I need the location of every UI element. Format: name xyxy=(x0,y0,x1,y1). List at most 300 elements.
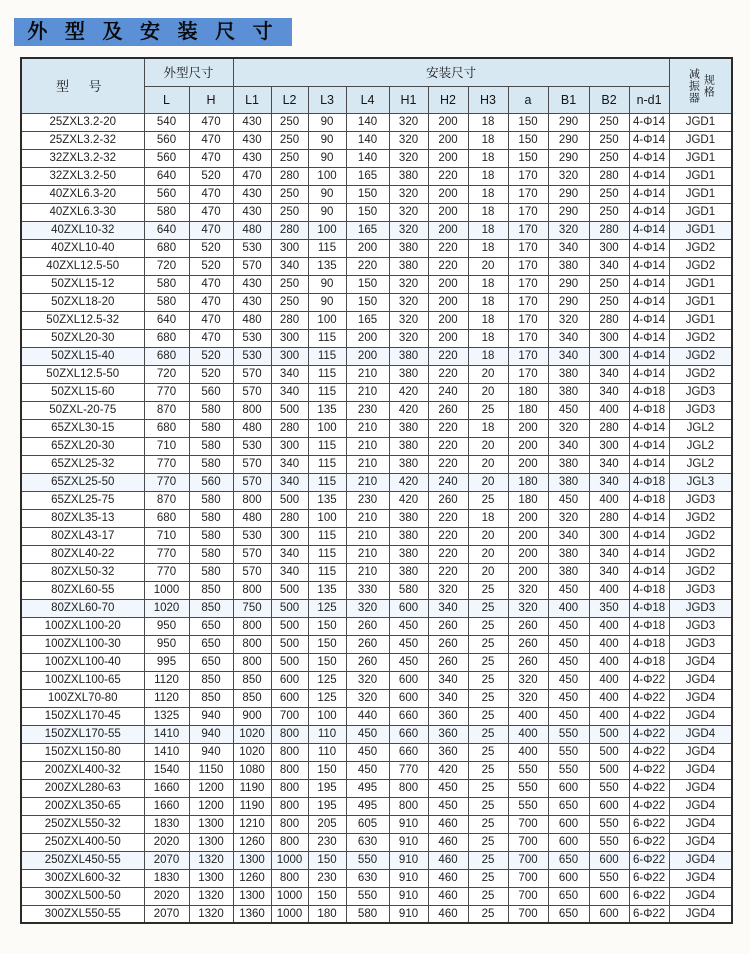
cell-value: 135 xyxy=(308,491,346,509)
cell-value: 170 xyxy=(508,329,548,347)
cell-value: 250 xyxy=(589,113,629,131)
cell-value: 850 xyxy=(233,671,271,689)
cell-value: 400 xyxy=(508,707,548,725)
cell-value: 200 xyxy=(428,293,468,311)
cell-value: 400 xyxy=(589,617,629,635)
cell-value: 1660 xyxy=(144,779,189,797)
cell-value: 260 xyxy=(508,617,548,635)
cell-value: 650 xyxy=(548,905,589,923)
cell-value: 450 xyxy=(548,401,589,419)
cell-value: 340 xyxy=(548,329,589,347)
table-row xyxy=(21,347,732,365)
cell-value: 800 xyxy=(233,581,271,599)
cell-value: 280 xyxy=(589,167,629,185)
cell-value: 700 xyxy=(508,815,548,833)
cell-value: 290 xyxy=(548,203,589,221)
cell-value: 520 xyxy=(189,239,233,257)
cell-value: 250 xyxy=(589,149,629,167)
cell-value: 530 xyxy=(233,347,271,365)
cell-value: 200 xyxy=(428,131,468,149)
cell-value: 1200 xyxy=(189,797,233,815)
cell-value: 500 xyxy=(271,653,308,671)
cell-value: 6-Φ22 xyxy=(629,815,669,833)
cell-value: 500 xyxy=(589,761,629,779)
cell-value: 550 xyxy=(589,869,629,887)
table-row xyxy=(21,455,732,473)
cell-value: 220 xyxy=(428,527,468,545)
col-header-h: H xyxy=(189,86,233,113)
cell-value: 250 xyxy=(589,275,629,293)
cell-value: 4-Φ14 xyxy=(629,545,669,563)
col-header-outline-dims: 外型尺寸 xyxy=(144,58,233,86)
cell-value: 2070 xyxy=(144,905,189,923)
col-header-damper-spec xyxy=(669,58,732,113)
cell-value: 450 xyxy=(428,779,468,797)
cell-value: 4-Φ22 xyxy=(629,689,669,707)
cell-value: JGD3 xyxy=(669,491,732,509)
cell-value: 18 xyxy=(468,203,508,221)
cell-value: 140 xyxy=(346,149,389,167)
cell-value: JGD4 xyxy=(669,779,732,797)
col-header-l1: L1 xyxy=(233,86,271,113)
table-row xyxy=(21,473,732,491)
cell-value: JGD4 xyxy=(669,851,732,869)
cell-value: 1190 xyxy=(233,797,271,815)
cell-value: 380 xyxy=(389,239,428,257)
cell-value: 20 xyxy=(468,383,508,401)
cell-value: 400 xyxy=(589,491,629,509)
cell-value: 4-Φ14 xyxy=(629,203,669,221)
cell-value: 90 xyxy=(308,203,346,221)
cell-value: 580 xyxy=(144,293,189,311)
cell-value: 115 xyxy=(308,455,346,473)
cell-model: 50ZXL12.5-32 xyxy=(21,311,144,329)
cell-value: 850 xyxy=(189,581,233,599)
cell-value: 580 xyxy=(144,203,189,221)
cell-value: 450 xyxy=(428,797,468,815)
cell-value: 150 xyxy=(308,653,346,671)
cell-value: 4-Φ14 xyxy=(629,293,669,311)
cell-value: 400 xyxy=(548,599,589,617)
cell-value: JGD4 xyxy=(669,905,732,923)
cell-value: JGL2 xyxy=(669,419,732,437)
cell-value: 440 xyxy=(346,707,389,725)
cell-value: JGD1 xyxy=(669,203,732,221)
cell-value: 250 xyxy=(271,113,308,131)
cell-value: 770 xyxy=(144,455,189,473)
cell-value: 470 xyxy=(189,149,233,167)
table-row xyxy=(21,671,732,689)
cell-value: 550 xyxy=(508,779,548,797)
cell-value: JGD1 xyxy=(669,113,732,131)
cell-value: 180 xyxy=(508,491,548,509)
cell-model: 250ZXL550-32 xyxy=(21,815,144,833)
cell-value: 600 xyxy=(548,779,589,797)
cell-value: 600 xyxy=(548,869,589,887)
cell-model: 50ZXL15-40 xyxy=(21,347,144,365)
cell-value: 640 xyxy=(144,311,189,329)
cell-value: 1320 xyxy=(189,851,233,869)
cell-value: 470 xyxy=(189,311,233,329)
cell-value: 150 xyxy=(346,185,389,203)
cell-model: 50ZXL15-12 xyxy=(21,275,144,293)
cell-value: 1410 xyxy=(144,725,189,743)
col-header-l2: L2 xyxy=(271,86,308,113)
cell-value: 210 xyxy=(346,473,389,491)
cell-value: 4-Φ22 xyxy=(629,707,669,725)
cell-value: JGL2 xyxy=(669,437,732,455)
cell-value: 18 xyxy=(468,221,508,239)
cell-value: 25 xyxy=(468,671,508,689)
cell-value: 1830 xyxy=(144,815,189,833)
cell-value: JGD4 xyxy=(669,671,732,689)
cell-value: 380 xyxy=(389,455,428,473)
cell-value: 420 xyxy=(389,383,428,401)
cell-value: 4-Φ22 xyxy=(629,671,669,689)
cell-value: 90 xyxy=(308,293,346,311)
cell-value: 340 xyxy=(271,563,308,581)
cell-value: 460 xyxy=(428,905,468,923)
cell-value: 600 xyxy=(548,833,589,851)
cell-value: 200 xyxy=(508,419,548,437)
table-row xyxy=(21,581,732,599)
table-header xyxy=(21,58,732,113)
cell-value: 800 xyxy=(271,725,308,743)
cell-value: 300 xyxy=(589,329,629,347)
cell-value: JGD4 xyxy=(669,833,732,851)
cell-value: 1320 xyxy=(189,887,233,905)
cell-model: 80ZXL35-13 xyxy=(21,509,144,527)
cell-value: 910 xyxy=(389,905,428,923)
cell-value: 4-Φ18 xyxy=(629,491,669,509)
cell-value: 340 xyxy=(589,257,629,275)
cell-value: 530 xyxy=(233,527,271,545)
cell-value: JGD4 xyxy=(669,725,732,743)
cell-value: 115 xyxy=(308,239,346,257)
cell-value: 940 xyxy=(189,707,233,725)
cell-value: 650 xyxy=(189,635,233,653)
damper-label-line2: 规格 xyxy=(702,73,715,98)
cell-value: 380 xyxy=(548,545,589,563)
cell-model: 25ZXL3.2-20 xyxy=(21,113,144,131)
cell-model: 32ZXL3.2-50 xyxy=(21,167,144,185)
cell-value: 320 xyxy=(548,167,589,185)
cell-model: 80ZXL50-32 xyxy=(21,563,144,581)
cell-value: 870 xyxy=(144,401,189,419)
cell-value: 360 xyxy=(428,725,468,743)
cell-value: 560 xyxy=(189,383,233,401)
cell-value: 4-Φ14 xyxy=(629,275,669,293)
cell-value: 380 xyxy=(548,257,589,275)
cell-value: 4-Φ14 xyxy=(629,149,669,167)
cell-value: 580 xyxy=(189,437,233,455)
cell-value: 495 xyxy=(346,797,389,815)
cell-value: 6-Φ22 xyxy=(629,851,669,869)
cell-value: 770 xyxy=(389,761,428,779)
cell-value: 6-Φ22 xyxy=(629,905,669,923)
cell-value: 115 xyxy=(308,365,346,383)
cell-value: 115 xyxy=(308,473,346,491)
cell-value: 4-Φ18 xyxy=(629,653,669,671)
cell-value: 18 xyxy=(468,347,508,365)
cell-model: 65ZXL25-50 xyxy=(21,473,144,491)
cell-value: 660 xyxy=(389,743,428,761)
cell-value: 600 xyxy=(389,671,428,689)
table-row xyxy=(21,185,732,203)
cell-model: 65ZXL25-32 xyxy=(21,455,144,473)
cell-value: 650 xyxy=(548,797,589,815)
cell-value: 400 xyxy=(589,581,629,599)
cell-value: 940 xyxy=(189,725,233,743)
cell-value: 470 xyxy=(189,275,233,293)
cell-value: 870 xyxy=(144,491,189,509)
cell-value: 350 xyxy=(589,599,629,617)
cell-value: 550 xyxy=(548,761,589,779)
cell-value: 450 xyxy=(389,653,428,671)
cell-value: 1020 xyxy=(233,725,271,743)
cell-value: 340 xyxy=(589,473,629,491)
cell-value: 210 xyxy=(346,419,389,437)
cell-value: 320 xyxy=(508,689,548,707)
cell-value: 550 xyxy=(508,797,548,815)
cell-model: 50ZXL-20-75 xyxy=(21,401,144,419)
table-row xyxy=(21,383,732,401)
cell-value: 210 xyxy=(346,563,389,581)
cell-value: 165 xyxy=(346,167,389,185)
cell-value: 460 xyxy=(428,851,468,869)
table-row xyxy=(21,743,732,761)
cell-value: 320 xyxy=(548,509,589,527)
cell-value: 550 xyxy=(346,851,389,869)
col-header-install-dims: 安装尺寸 xyxy=(233,58,669,86)
cell-value: 700 xyxy=(508,833,548,851)
cell-value: 90 xyxy=(308,275,346,293)
cell-value: 1320 xyxy=(189,905,233,923)
cell-value: 420 xyxy=(389,473,428,491)
cell-value: 220 xyxy=(428,419,468,437)
cell-value: 340 xyxy=(271,365,308,383)
cell-value: 230 xyxy=(346,491,389,509)
cell-value: 320 xyxy=(389,203,428,221)
table-row xyxy=(21,527,732,545)
cell-value: 680 xyxy=(144,329,189,347)
cell-value: 20 xyxy=(468,257,508,275)
col-header-n-d1: n-d1 xyxy=(629,86,669,113)
table-row xyxy=(21,401,732,419)
cell-value: 430 xyxy=(233,293,271,311)
cell-model: 80ZXL60-70 xyxy=(21,599,144,617)
cell-value: 800 xyxy=(233,617,271,635)
cell-value: 200 xyxy=(428,329,468,347)
cell-value: 300 xyxy=(589,347,629,365)
cell-value: JGD1 xyxy=(669,293,732,311)
cell-value: 340 xyxy=(271,473,308,491)
cell-value: 380 xyxy=(548,473,589,491)
cell-value: 320 xyxy=(389,185,428,203)
cell-value: 25 xyxy=(468,689,508,707)
cell-value: 320 xyxy=(346,599,389,617)
cell-value: 115 xyxy=(308,437,346,455)
cell-value: 170 xyxy=(508,311,548,329)
cell-value: 18 xyxy=(468,239,508,257)
cell-value: 450 xyxy=(346,725,389,743)
cell-value: 300 xyxy=(589,437,629,455)
cell-value: 280 xyxy=(589,509,629,527)
table-row xyxy=(21,437,732,455)
cell-value: 800 xyxy=(233,653,271,671)
cell-value: 200 xyxy=(346,329,389,347)
cell-value: 250 xyxy=(271,203,308,221)
cell-value: 800 xyxy=(389,797,428,815)
cell-value: 800 xyxy=(271,869,308,887)
cell-value: 90 xyxy=(308,113,346,131)
col-header-model: 型 号 xyxy=(21,58,144,113)
cell-value: 280 xyxy=(271,311,308,329)
cell-value: 150 xyxy=(308,851,346,869)
cell-value: 380 xyxy=(389,437,428,455)
cell-value: 220 xyxy=(428,563,468,581)
cell-value: 180 xyxy=(508,401,548,419)
cell-model: 100ZXL100-40 xyxy=(21,653,144,671)
cell-value: 340 xyxy=(428,671,468,689)
cell-value: JGD4 xyxy=(669,689,732,707)
cell-value: 2070 xyxy=(144,851,189,869)
cell-value: 450 xyxy=(548,635,589,653)
cell-value: 460 xyxy=(428,815,468,833)
cell-model: 100ZXL100-30 xyxy=(21,635,144,653)
cell-value: 210 xyxy=(346,545,389,563)
cell-value: 170 xyxy=(508,347,548,365)
cell-model: 50ZXL12.5-50 xyxy=(21,365,144,383)
cell-model: 25ZXL3.2-32 xyxy=(21,131,144,149)
cell-value: 200 xyxy=(346,347,389,365)
cell-value: 580 xyxy=(189,419,233,437)
table-row xyxy=(21,815,732,833)
cell-value: 550 xyxy=(508,761,548,779)
cell-value: 380 xyxy=(389,257,428,275)
cell-value: 4-Φ14 xyxy=(629,257,669,275)
cell-value: 560 xyxy=(189,473,233,491)
table-row xyxy=(21,275,732,293)
cell-value: 800 xyxy=(233,491,271,509)
table-row xyxy=(21,797,732,815)
cell-value: 400 xyxy=(589,671,629,689)
cell-value: 380 xyxy=(389,509,428,527)
cell-value: 280 xyxy=(271,509,308,527)
cell-value: 210 xyxy=(346,437,389,455)
cell-value: 300 xyxy=(271,347,308,365)
cell-value: 25 xyxy=(468,797,508,815)
cell-value: JGD2 xyxy=(669,563,732,581)
cell-value: 450 xyxy=(346,761,389,779)
cell-value: 500 xyxy=(589,743,629,761)
cell-value: 100 xyxy=(308,221,346,239)
cell-value: 18 xyxy=(468,167,508,185)
cell-value: 580 xyxy=(189,455,233,473)
cell-value: 600 xyxy=(589,851,629,869)
cell-value: 135 xyxy=(308,257,346,275)
cell-value: 800 xyxy=(271,833,308,851)
cell-value: JGD1 xyxy=(669,131,732,149)
cell-value: 470 xyxy=(233,167,271,185)
cell-value: 600 xyxy=(548,815,589,833)
cell-value: 300 xyxy=(271,329,308,347)
cell-value: 4-Φ18 xyxy=(629,401,669,419)
cell-value: 4-Φ22 xyxy=(629,779,669,797)
cell-value: 180 xyxy=(508,383,548,401)
cell-value: 135 xyxy=(308,581,346,599)
cell-value: 320 xyxy=(548,311,589,329)
cell-value: 290 xyxy=(548,275,589,293)
cell-value: 550 xyxy=(548,725,589,743)
cell-value: 115 xyxy=(308,347,346,365)
col-header-l3: L3 xyxy=(308,86,346,113)
cell-value: 420 xyxy=(389,491,428,509)
cell-value: 4-Φ14 xyxy=(629,185,669,203)
cell-value: 800 xyxy=(271,743,308,761)
cell-value: 1325 xyxy=(144,707,189,725)
table-body xyxy=(21,113,732,923)
cell-value: 18 xyxy=(468,509,508,527)
cell-value: 115 xyxy=(308,329,346,347)
cell-value: 250 xyxy=(589,131,629,149)
cell-value: 210 xyxy=(346,383,389,401)
cell-value: 210 xyxy=(346,509,389,527)
cell-value: 470 xyxy=(189,131,233,149)
cell-value: 320 xyxy=(508,581,548,599)
cell-value: 710 xyxy=(144,437,189,455)
table-row xyxy=(21,113,732,131)
cell-value: 680 xyxy=(144,239,189,257)
table-row xyxy=(21,167,732,185)
cell-value: 470 xyxy=(189,293,233,311)
cell-value: 260 xyxy=(428,653,468,671)
cell-value: JGD1 xyxy=(669,311,732,329)
cell-value: 260 xyxy=(428,491,468,509)
cell-value: 125 xyxy=(308,671,346,689)
cell-value: 260 xyxy=(428,635,468,653)
cell-value: 115 xyxy=(308,563,346,581)
cell-value: 850 xyxy=(189,671,233,689)
cell-value: 800 xyxy=(389,779,428,797)
cell-value: 580 xyxy=(189,509,233,527)
cell-value: JGD2 xyxy=(669,527,732,545)
cell-value: 340 xyxy=(589,545,629,563)
cell-value: 910 xyxy=(389,869,428,887)
cell-value: 470 xyxy=(189,221,233,239)
cell-model: 150ZXL170-45 xyxy=(21,707,144,725)
cell-value: 4-Φ14 xyxy=(629,131,669,149)
cell-value: 260 xyxy=(346,617,389,635)
cell-value: 4-Φ22 xyxy=(629,725,669,743)
cell-model: 40ZXL10-32 xyxy=(21,221,144,239)
cell-value: 470 xyxy=(189,203,233,221)
cell-value: 380 xyxy=(389,365,428,383)
cell-value: 700 xyxy=(508,887,548,905)
cell-model: 200ZXL280-63 xyxy=(21,779,144,797)
cell-value: 580 xyxy=(389,581,428,599)
cell-value: 4-Φ14 xyxy=(629,329,669,347)
cell-value: 495 xyxy=(346,779,389,797)
cell-value: 1410 xyxy=(144,743,189,761)
cell-value: 20 xyxy=(468,545,508,563)
cell-value: 380 xyxy=(389,167,428,185)
cell-value: 135 xyxy=(308,401,346,419)
cell-value: 340 xyxy=(589,455,629,473)
cell-model: 250ZXL400-50 xyxy=(21,833,144,851)
cell-value: 200 xyxy=(428,221,468,239)
cell-value: 170 xyxy=(508,167,548,185)
